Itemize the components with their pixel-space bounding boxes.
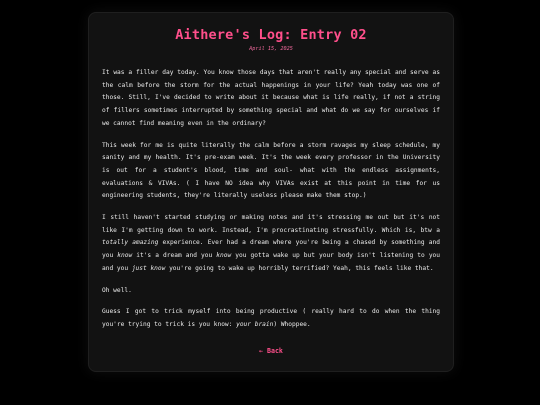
paragraph-text: I still haven't started studying or making notes and it's stressing me out but it's not like I'm getting down to work. Instead, I'm procrastinating stressfully. Which is, btw a bbox=[102, 214, 440, 234]
paragraph-text: experience. Ever had a dream where you're being a chased by something and you bbox=[102, 239, 440, 260]
paragraph-text: Guess I got to trick myself into being productive ( really hard to do when the thing you're trying to trick is you know: bbox=[102, 308, 440, 328]
log-entry-card bbox=[88, 12, 454, 372]
paragraph-text: It was a filler day today. You know those days that aren't really any special and serve as the calm before the storm for the actual happenings in your life? Yeah today was one of those. Still, I've decided to write about it because what is life really, if not a string of fillers sometimes interrupted by something special and what do we say for ourselves if we cannot find meaning even in the ordinary? bbox=[102, 69, 440, 127]
emphasis-text: totally amazing bbox=[102, 239, 159, 247]
paragraph bbox=[102, 67, 440, 131]
paragraph-text: you're going to wake up horribly terrified? Yeah, this feels like that. bbox=[165, 264, 434, 272]
paragraph-text: ) Whoppee. bbox=[273, 320, 311, 328]
paragraph bbox=[102, 285, 440, 298]
paragraph bbox=[102, 212, 440, 276]
paragraph-text: you gotta wake up but your body isn't listening to you and you bbox=[102, 252, 440, 272]
emphasis-text: know bbox=[216, 252, 232, 260]
emphasis-text: just know bbox=[131, 264, 166, 272]
paragraph bbox=[102, 306, 440, 331]
entry-date: April 15, 2025 bbox=[249, 46, 293, 52]
paragraph-text: This week for me is quite literally the calm before a storm ravages my sleep schedule, my sanity and my health. It's pre-exam week. It's the week every professor in the University is out for a student's blood, time and soul- what with the endless assignments, evaluations & VIVAs. ( I have NO idea why VIVAs exist at this point in time for us engineering students, they're literally useless please make them stop.) bbox=[102, 141, 440, 200]
back-link[interactable]: ← Back bbox=[259, 346, 283, 355]
emphasis-text: know bbox=[117, 252, 133, 260]
paragraph bbox=[102, 140, 440, 204]
entry-title: Aithere's Log: Entry 02 bbox=[175, 27, 367, 43]
paragraph-text: Oh well. bbox=[102, 286, 132, 294]
entry-body bbox=[102, 67, 440, 332]
emphasis-text: your brain bbox=[236, 320, 274, 328]
paragraph-text: it's a dream and you bbox=[132, 252, 217, 260]
